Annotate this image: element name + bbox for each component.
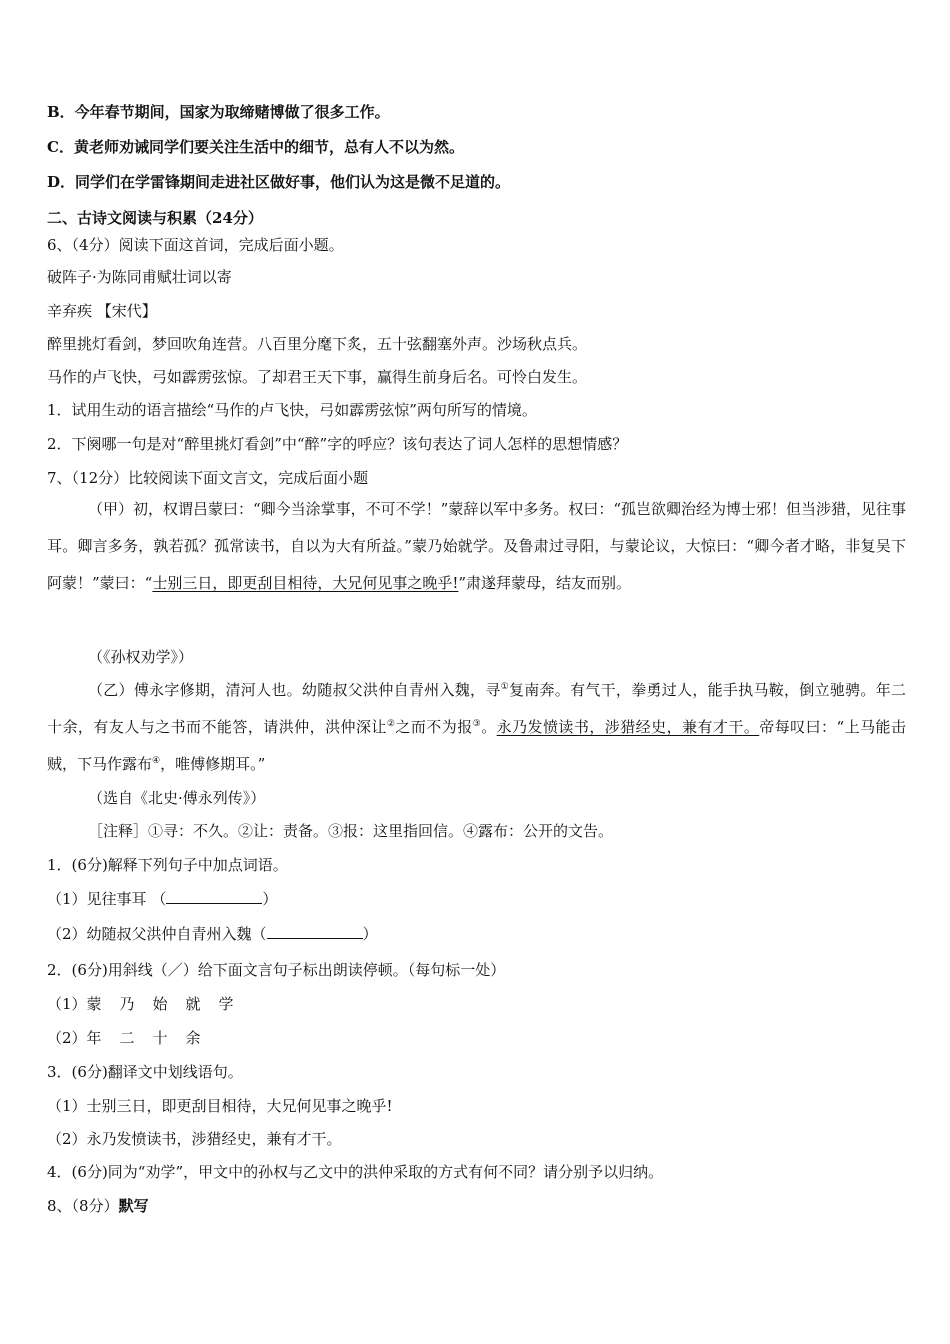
answer-blank-1[interactable] xyxy=(166,890,262,904)
q7-sub-3-stem: 3．(6分)翻译文中划线语句。 xyxy=(47,1063,243,1081)
q6-sub-1: 1．试用生动的语言描绘“马作的卢飞快，弓如霹雳弦惊”两句所写的情境。 xyxy=(47,401,537,419)
q7-sub-2-b-label: （2） xyxy=(47,1029,87,1047)
passage-yi-underlined: 永乃发愤读书，涉猎经史，兼有才干。 xyxy=(496,718,760,736)
q7-sub-1-b xyxy=(47,924,906,944)
option-c: C．黄老师劝诫同学们要关注生活中的细节，总有人不以为然。 xyxy=(47,138,464,156)
passage-jia-text-1: （甲）初，权谓吕蒙曰：“卿今当涂掌事，不可不学！”蒙辞以军中多务。权曰：“孤岂欲卿治经为博士邪！但当涉猎，见往事耳。卿言多务，孰若孤？孤常读书，自以为大有所益。”蒙乃始就学。及鲁肃过寻阳，与蒙论议，大惊曰：“卿今者才略，非复吴下阿蒙！”蒙曰：“ xyxy=(47,500,907,592)
answer-blank-2[interactable] xyxy=(267,925,363,939)
q7-sub-2-a xyxy=(47,994,906,1014)
passage-yi-text-5: 帝每叹曰：“上马能击贼，下马作露布 xyxy=(47,718,906,773)
q7-sub-1-stem: 1．(6分)解释下列句子中加点词语。 xyxy=(47,856,288,874)
poem-line-2: 马作的卢飞快，弓如霹雳弦惊。了却君王天下事，赢得生前身后名。可怜白发生。 xyxy=(47,368,588,386)
passage-jia-text-2: ”肃遂拜蒙母，结友而别。 xyxy=(458,574,632,592)
passage-yi-text-2: 复南奔。有气干，拳勇过人，能手执马鞍，倒立驰骋。年二十余，有友人与之书而不能答，请洪仲，洪仲深让 xyxy=(47,681,906,736)
q8-stem xyxy=(47,1196,906,1216)
note-mark-1: ① xyxy=(500,682,509,692)
q7-sub-2-a-text: 蒙乃始就学 xyxy=(86,995,252,1013)
passage-yi xyxy=(47,672,906,783)
option-b: B．今年春节期间，国家为取缔赌博做了很多工作。 xyxy=(47,103,390,121)
poem-author: 辛弃疾 【宋代】 xyxy=(47,302,157,320)
q8-prefix: 8、（8分） xyxy=(47,1197,119,1215)
note-mark-4: ④ xyxy=(152,756,161,766)
passage-jia-source: （《孙权劝学》） xyxy=(88,648,194,666)
passage-yi-text-1: （乙）傅永字修期，清河人也。幼随叔父洪仲自青州入魏，寻 xyxy=(88,681,501,699)
q7-sub-1-a-text: （1）见往事耳 （ xyxy=(47,890,167,908)
note-mark-3: ③ xyxy=(472,719,482,729)
q7-sub-1-a xyxy=(47,889,906,909)
passage-yi-text-3: 之而不为报 xyxy=(395,718,473,736)
q7-sub-3-a: （1）士别三日，即更刮目相待，大兄何见事之晚乎! xyxy=(47,1097,393,1115)
passage-yi-text-4: 。 xyxy=(481,718,497,736)
q7-sub-3-b: （2）永乃发愤读书，涉猎经史，兼有才干。 xyxy=(47,1130,342,1148)
q7-sub-2-a-label: （1） xyxy=(47,995,87,1013)
q7-stem: 7、（12分）比较阅读下面文言文，完成后面小题 xyxy=(47,469,369,487)
annotation-notes: ［注释］①寻：不久。②让：责备。③报：这里指回信。④露布：公开的文告。 xyxy=(88,822,614,840)
q7-sub-1-b-text: （2）幼随叔父洪仲自青州入魏（ xyxy=(47,925,267,943)
q7-sub-1-b-end: ） xyxy=(362,925,378,943)
option-d: D．同学们在学雷锋期间走进社区做好事，他们认为这是微不足道的。 xyxy=(47,173,511,191)
note-mark-2: ② xyxy=(386,719,396,729)
passage-jia-underlined: 士别三日，即更刮目相待，大兄何见事之晚乎! xyxy=(152,574,459,592)
passage-yi-text-6: ，唯傅修期耳。” xyxy=(160,755,266,773)
q7-sub-2-stem: 2．(6分)用斜线（／）给下面文言句子标出朗读停顿。（每句标一处） xyxy=(47,961,506,979)
q8-title: 默写 xyxy=(118,1197,149,1215)
poem-line-1: 醉里挑灯看剑，梦回吹角连营。八百里分麾下炙，五十弦翻塞外声。沙场秋点兵。 xyxy=(47,335,588,353)
q6-sub-2: 2．下阕哪一句是对“醉里挑灯看剑”中“醉”字的呼应？该句表达了词人怎样的思想情感？ xyxy=(47,435,628,453)
q7-sub-2-b xyxy=(47,1028,906,1048)
passage-yi-source: （选自《北史·傅永列传》） xyxy=(88,789,266,807)
q7-sub-4-stem: 4．(6分)同为“劝学”，甲文中的孙权与乙文中的洪仲采取的方式有何不同？请分别予以归纳。 xyxy=(47,1163,664,1181)
poem-title: 破阵子·为陈同甫赋壮词以寄 xyxy=(47,268,232,286)
passage-jia xyxy=(47,491,906,602)
q7-sub-2-b-text: 年二十余 xyxy=(86,1029,219,1047)
q6-stem: 6、（4分）阅读下面这首词，完成后面小题。 xyxy=(47,236,344,254)
section-2-title: 二、古诗文阅读与积累（24分） xyxy=(47,209,263,227)
q7-sub-1-a-end: ） xyxy=(262,890,278,908)
